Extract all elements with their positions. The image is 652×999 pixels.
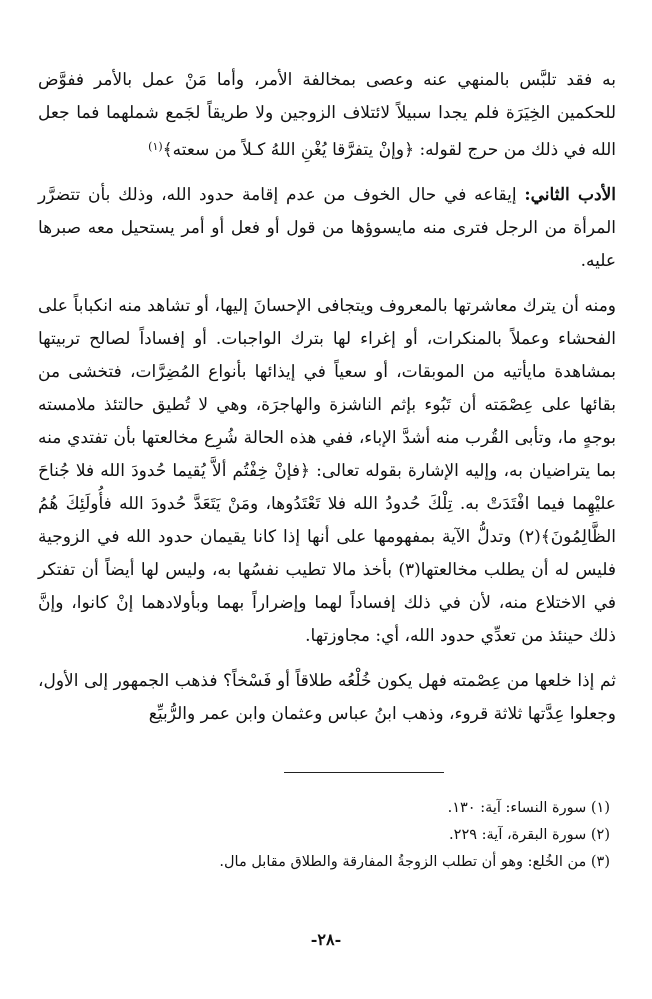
page-number: -٢٨- [310,930,342,949]
paragraph-4 [38,665,616,731]
paragraph-1 [38,64,616,167]
text-line: حالتئذ ملامسته بوجهٍ ما، وتأبى القُرب منه أشدَّ الإباء، ففي هذه الحالة شُرِع [38,395,617,448]
text-line: انكباباً على الفحشاء وعملاً بالمنكرات، أو إغراء لها بترك الواجبات. أو إفساداً [38,296,617,349]
text-line: يقيمان حدود الله في الزوجية فليس له أن يطلب مخالعتها(٣) بأخذ مالا تطيب نفسُها [38,527,617,580]
text-line: ومنه أن يترك معاشرتها بالمعروف ويتجافى الإحسانَ إليها، أو تشاهد منه [118,296,617,316]
text-line: به فقد تلبَّس بالمنهي عنه وعصى بمخالفة الأمر، وأما مَنْ عمل بالأمر ففوَّض [38,70,616,90]
text-line: ثم إذا خلعها من عِصْمته فهل يكون خُلْعُه طلاقاً أو فَسْخاً؟ فذهب الجمهور [113,671,616,691]
paragraph-3 [38,290,616,653]
footnote-divider [284,772,444,773]
text-line: إيقاعه في حال الخوف من عدم إقامة حدود الله، وذلك بأن [87,185,525,205]
paragraph-2 [38,179,616,278]
text-line: بهما وبأولادهما إنْ كانوا، وإنَّ ذلك حينئذ من تعدِّي حدود الله، أي: مجاوزتها. [38,593,616,646]
text-line: للحكمين الخِيَرَة فلم يجدا سبيلاً لائتلاف الزوجين ولا طريقاً لجَمع شملهما [106,103,617,123]
text-line: صبرها عليه. [38,218,616,271]
text-line: فما جعل الله في ذلك من حرج لقوله: ﴿وإنْ يتفرَّقا يُغْنِ اللهُ كـلاً من سعته﴾ [38,103,616,160]
text-line: ألاَّ يُقيما حُدودَ الله فلا جُناحَ عليْهِما فيما افْتَدَتْ به. تِلْكَ حُدودُ الله فلا تَعْتَدُوها، [38,461,616,514]
section-heading: الأدب الثاني: [524,185,616,205]
text-line: إلى الأول، وجعلوا عِدَّتها ثلاثة قروء، وذهب ابنُ عباس وعثمان وابن عمر والرُّبيِّع [38,671,616,724]
text-line: مخالعتها بأن تفتدي منه بما يتراضيان به، وإليه الإشارة بقوله تعالى: ﴿فإنْ خِفْتُم [38,428,616,481]
footnote-1: (١) سورة النساء: آية: ١٣٠. [447,800,610,816]
text-line: به، وليس لها أيضاً أن تفتكر في الاختلاع منه، لأن في ذلك إفساداً لهما وإضراراً [38,560,616,613]
main-text [38,64,616,731]
text-line: تتضرَّر المرأة من الرجل فترى منه مايسوؤها من قول أو فعل أو أمر يستحيل معه [38,185,617,238]
text-line: ومَنْ يَتَعَدَّ حُدودَ الله فأُولَئِكَ هُمُ الظَّالِمُونَ﴾(٢) وتدلُّ الآية بمفهومها على أنها إذا كانا [38,494,617,547]
footnote-marker: (١) [148,140,163,153]
footnote-2: (٢) سورة البقرة، آية: ٢٢٩. [449,827,610,843]
footnote-3: (٣) من الخُلع: وهو أن تطلب الزوجةُ المفارقة والطلاق مقابل مال. [219,854,610,870]
text-line: لصالح تربيتها بمشاهدة مايأتيه من الموبقات، أو سعياً في إيذائها بأنواع المُضِرَّات، [38,329,617,382]
text-line: فتخشى من بقائها على عِصْمَته أن تَبُوء بإثم الناشزة والهاجرَة، وهي لا تُطيق [38,362,616,415]
footnotes [50,795,610,876]
